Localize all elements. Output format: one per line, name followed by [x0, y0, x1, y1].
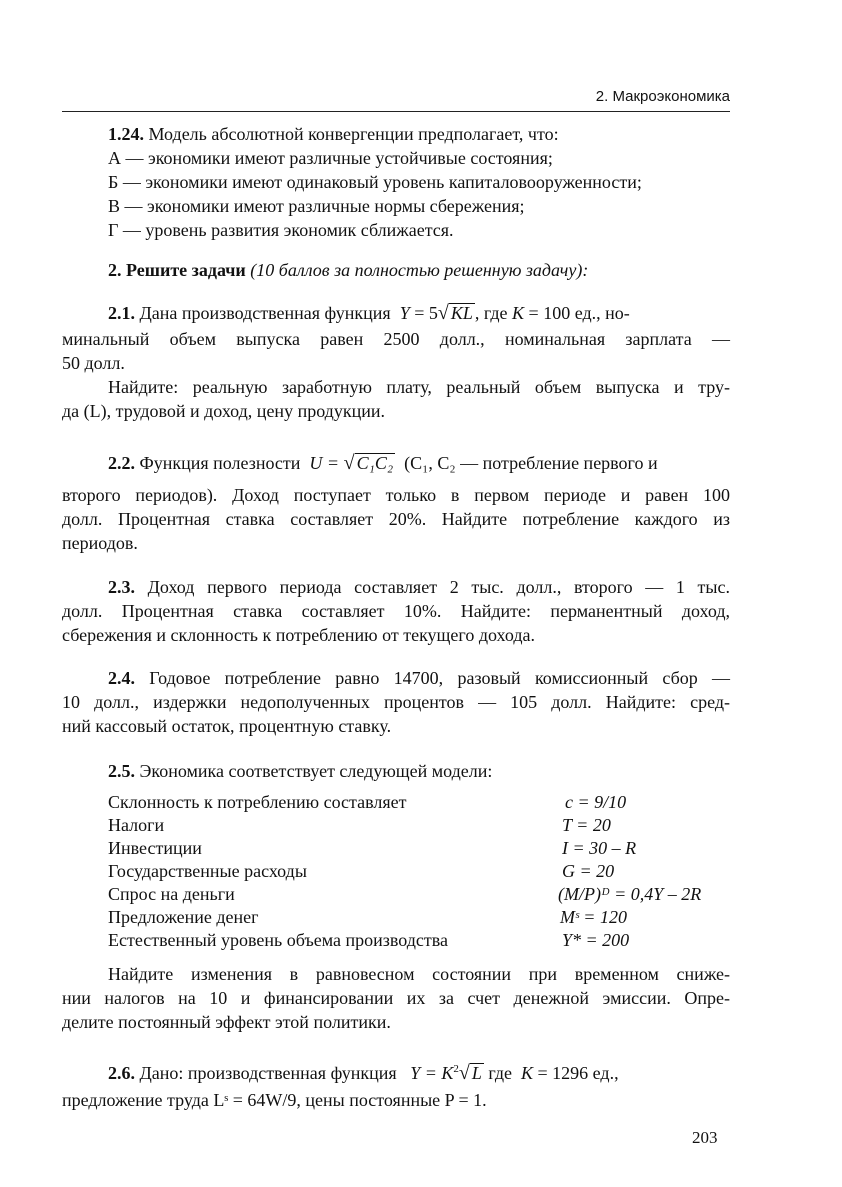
problem-number: 2.4.: [108, 668, 135, 688]
header-rule: [62, 111, 730, 112]
problem-2-1-line-2: минальный объем выпуска равен 2500 долл., номинальная зарплата —: [62, 329, 730, 349]
problem-number: 2.3.: [108, 577, 135, 597]
problem-number: 2.2.: [108, 453, 135, 473]
problem-text: = 100 ед., но-: [524, 303, 630, 323]
problem-2-5-line-3: делите постоянный эффект этой политики.: [62, 1012, 391, 1032]
model-row-label: Спрос на деньги: [108, 884, 235, 904]
sqrt-icon: √: [458, 1062, 470, 1084]
problem-text: Годовое потребление равно 14700, разовый комиссионный сбор —: [135, 668, 730, 688]
problem-number: 2.5.: [108, 761, 135, 781]
formula-coef: = 5: [409, 303, 438, 323]
problem-2-1-line-1: [108, 302, 630, 324]
model-row-value: I = 30 – R: [562, 838, 637, 858]
problem-2-6-line-2: предложение труда Lˢ = 64W/9, цены постоянные P = 1.: [62, 1090, 487, 1110]
problem-text: где: [488, 1063, 513, 1083]
formula-y: Y: [399, 303, 410, 323]
model-row-value: Mˢ = 120: [560, 907, 627, 927]
section-note: (10 баллов за полностью решенную задачу):: [250, 260, 589, 280]
sqrt-icon: √: [343, 452, 355, 474]
option-b: Б — экономики имеют одинаковый уровень капиталовооруженности;: [108, 172, 642, 192]
problem-text: = 1296 ед.,: [533, 1063, 619, 1083]
problem-2-5-line-2: нии налогов на 10 и финансировании их за счет денежной эмиссии. Опре-: [62, 988, 730, 1008]
problem-2-4-line-3: ний кассовый остаток, процентную ставку.: [62, 716, 392, 736]
problem-text: (C₁, C₂ — потребление первого и: [404, 453, 658, 473]
model-row-value: T = 20: [562, 815, 611, 835]
problem-2-6-line-1: [108, 1062, 619, 1084]
question-number: 1.24.: [108, 124, 144, 144]
model-row-label: Инвестиции: [108, 838, 202, 858]
problem-text: Доход первого периода составляет 2 тыс. долл., второго — 1 тыс.: [135, 577, 730, 597]
question-1-24: [108, 123, 559, 145]
problem-2-4-line-1: [108, 667, 730, 689]
model-row-value: Y* = 200: [562, 930, 630, 950]
formula-u: U =: [309, 453, 344, 473]
running-header: 2. Макроэкономика: [595, 88, 730, 105]
formula-radicand: L: [471, 1063, 482, 1083]
model-row-label: Склонность к потреблению составляет: [108, 792, 407, 812]
option-d: Г — уровень развития экономик сближается.: [108, 220, 454, 240]
problem-number: 2.6.: [108, 1063, 135, 1083]
section-heading: [108, 259, 588, 281]
problem-text: Экономика соответствует следующей модели:: [135, 761, 493, 781]
problem-2-2-line-3: долл. Процентная ставка составляет 20%. Найдите потребление каждого из: [62, 509, 730, 529]
formula-k: K: [521, 1063, 534, 1083]
problem-2-1-line-5: да (L), трудовой и доход, цену продукции.: [62, 401, 385, 421]
problem-text: Функция полезности: [135, 453, 301, 473]
problem-2-4-line-2: 10 долл., издержки недополученных процентов — 105 долл. Найдите: сред-: [62, 692, 730, 712]
formula-k: K: [512, 303, 525, 323]
problem-2-1-line-3: 50 долл.: [62, 353, 125, 373]
model-row-value: c = 9/10: [565, 792, 627, 812]
formula-y: Y = K: [410, 1063, 454, 1083]
formula-exponent: 2: [453, 1063, 459, 1075]
problem-text: , где: [474, 303, 508, 323]
option-c: В — экономики имеют различные нормы сбережения;: [108, 196, 525, 216]
problem-2-5-intro: [108, 760, 492, 782]
section-title: 2. Решите задачи: [108, 260, 246, 280]
problem-2-3-line-3: сбережения и склонность к потреблению от текущего дохода.: [62, 625, 535, 645]
problem-text: Дано: производственная функция: [135, 1063, 397, 1083]
problem-2-3-line-1: [108, 576, 730, 598]
question-text: Модель абсолютной конвергенции предполагает, что:: [144, 124, 559, 144]
model-row-label: Предложение денег: [108, 907, 259, 927]
page-number: 203: [692, 1128, 718, 1147]
model-row-label: Естественный уровень объема производства: [108, 930, 449, 950]
problem-2-2-line-2: второго периодов). Доход поступает только в первом периоде и равен 100: [62, 485, 730, 505]
problem-2-2-line-1: [108, 452, 658, 474]
option-a: А — экономики имеют различные устойчивые состояния;: [108, 148, 553, 168]
sqrt-icon: √: [437, 302, 449, 324]
problem-2-1-line-4: Найдите: реальную заработную плату, реальный объем выпуска и тру-: [108, 377, 730, 397]
model-row-label: Налоги: [108, 815, 165, 835]
problem-2-5-line-1: Найдите изменения в равновесном состоянии при временном сниже-: [108, 964, 730, 984]
model-row-value: G = 20: [562, 861, 615, 881]
problem-number: 2.1.: [108, 303, 135, 323]
problem-2-2-line-4: периодов.: [62, 533, 138, 553]
problem-text: Дана производственная функция: [135, 303, 391, 323]
formula-radicand: KL: [450, 303, 473, 323]
model-row-value: (M/P)ᴰ = 0,4Y – 2R: [558, 884, 702, 904]
model-row-label: Государственные расходы: [108, 861, 307, 881]
problem-2-3-line-2: долл. Процентная ставка составляет 10%. Найдите: перманентный доход,: [62, 601, 730, 621]
formula-radicand: C₁C₂: [356, 453, 394, 473]
